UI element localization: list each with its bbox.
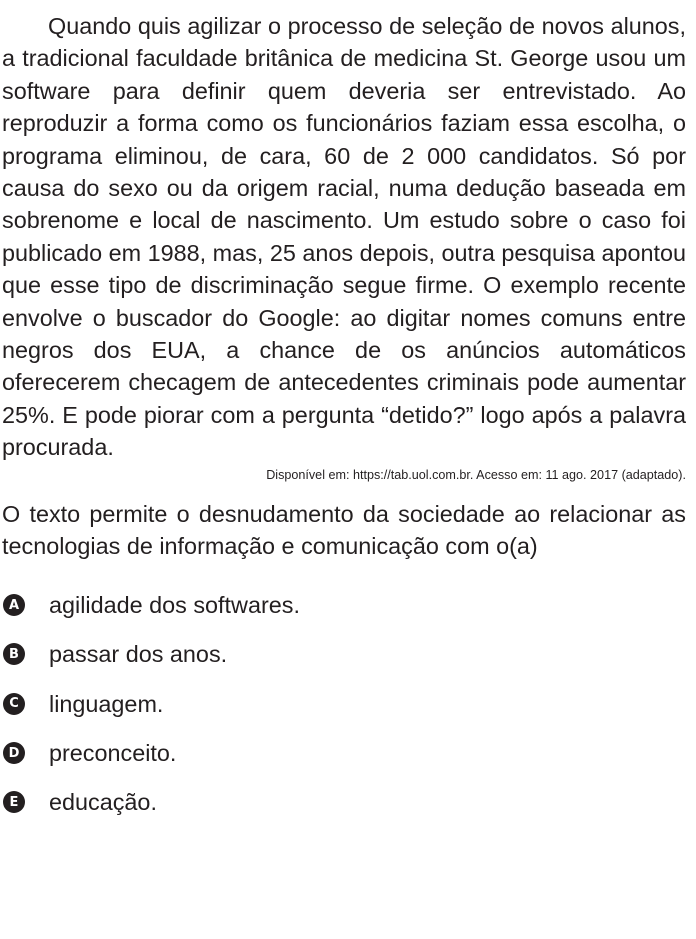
option-b[interactable] — [2, 630, 686, 679]
option-c[interactable] — [2, 679, 686, 728]
option-d[interactable] — [2, 728, 686, 777]
option-d-text: preconceito. — [49, 740, 177, 767]
option-e-letter-badge: E — [3, 791, 25, 813]
option-c-letter-badge: C — [3, 693, 25, 715]
source-citation: Disponível em: https://tab.uol.com.br. Acesso em: 11 ago. 2017 (adaptado). — [266, 467, 686, 482]
option-b-text: passar dos anos. — [49, 641, 228, 668]
option-d-letter-badge: D — [3, 742, 25, 764]
option-e-text: educação. — [49, 789, 157, 816]
option-a[interactable] — [2, 581, 686, 630]
option-c-text: linguagem. — [49, 690, 164, 717]
passage-text: Quando quis agilizar o processo de seleção de novos alunos, a tradicional faculdade britânica de medicina St. George usou um software para definir quem deveria ser entrevistado. Ao reproduzir a forma como os funcionários faziam essa escolha, o programa eliminou, de cara, 60 de 2 000 candidatos. Só por causa do sexo ou da origem racial, numa dedução baseada em sobrenome e local de nascimento. Um estudo sobre o caso foi publicado em 1988, mas, 25 anos depois, outra pesquisa apontou que esse tipo de discriminação segue firme. O exemplo recente envolve o buscador do Google: ao digitar nomes comuns entre negros dos EUA, a chance de os anúncios automáticos oferecerem checagem de antecedentes criminais pode aumentar 25%. E pode piorar com a pergunta “detido?” logo após a palavra procurada. — [2, 13, 687, 461]
question-stem: O texto permite o desnudamento da sociedade ao relacionar as tecnologias de informação e comunicação com o(a) — [2, 500, 686, 560]
answer-options — [2, 581, 686, 827]
option-e[interactable] — [2, 778, 686, 827]
option-b-letter-badge: B — [3, 643, 25, 665]
option-a-text: agilidade dos softwares. — [49, 592, 300, 619]
option-a-letter-badge: A — [3, 594, 25, 616]
